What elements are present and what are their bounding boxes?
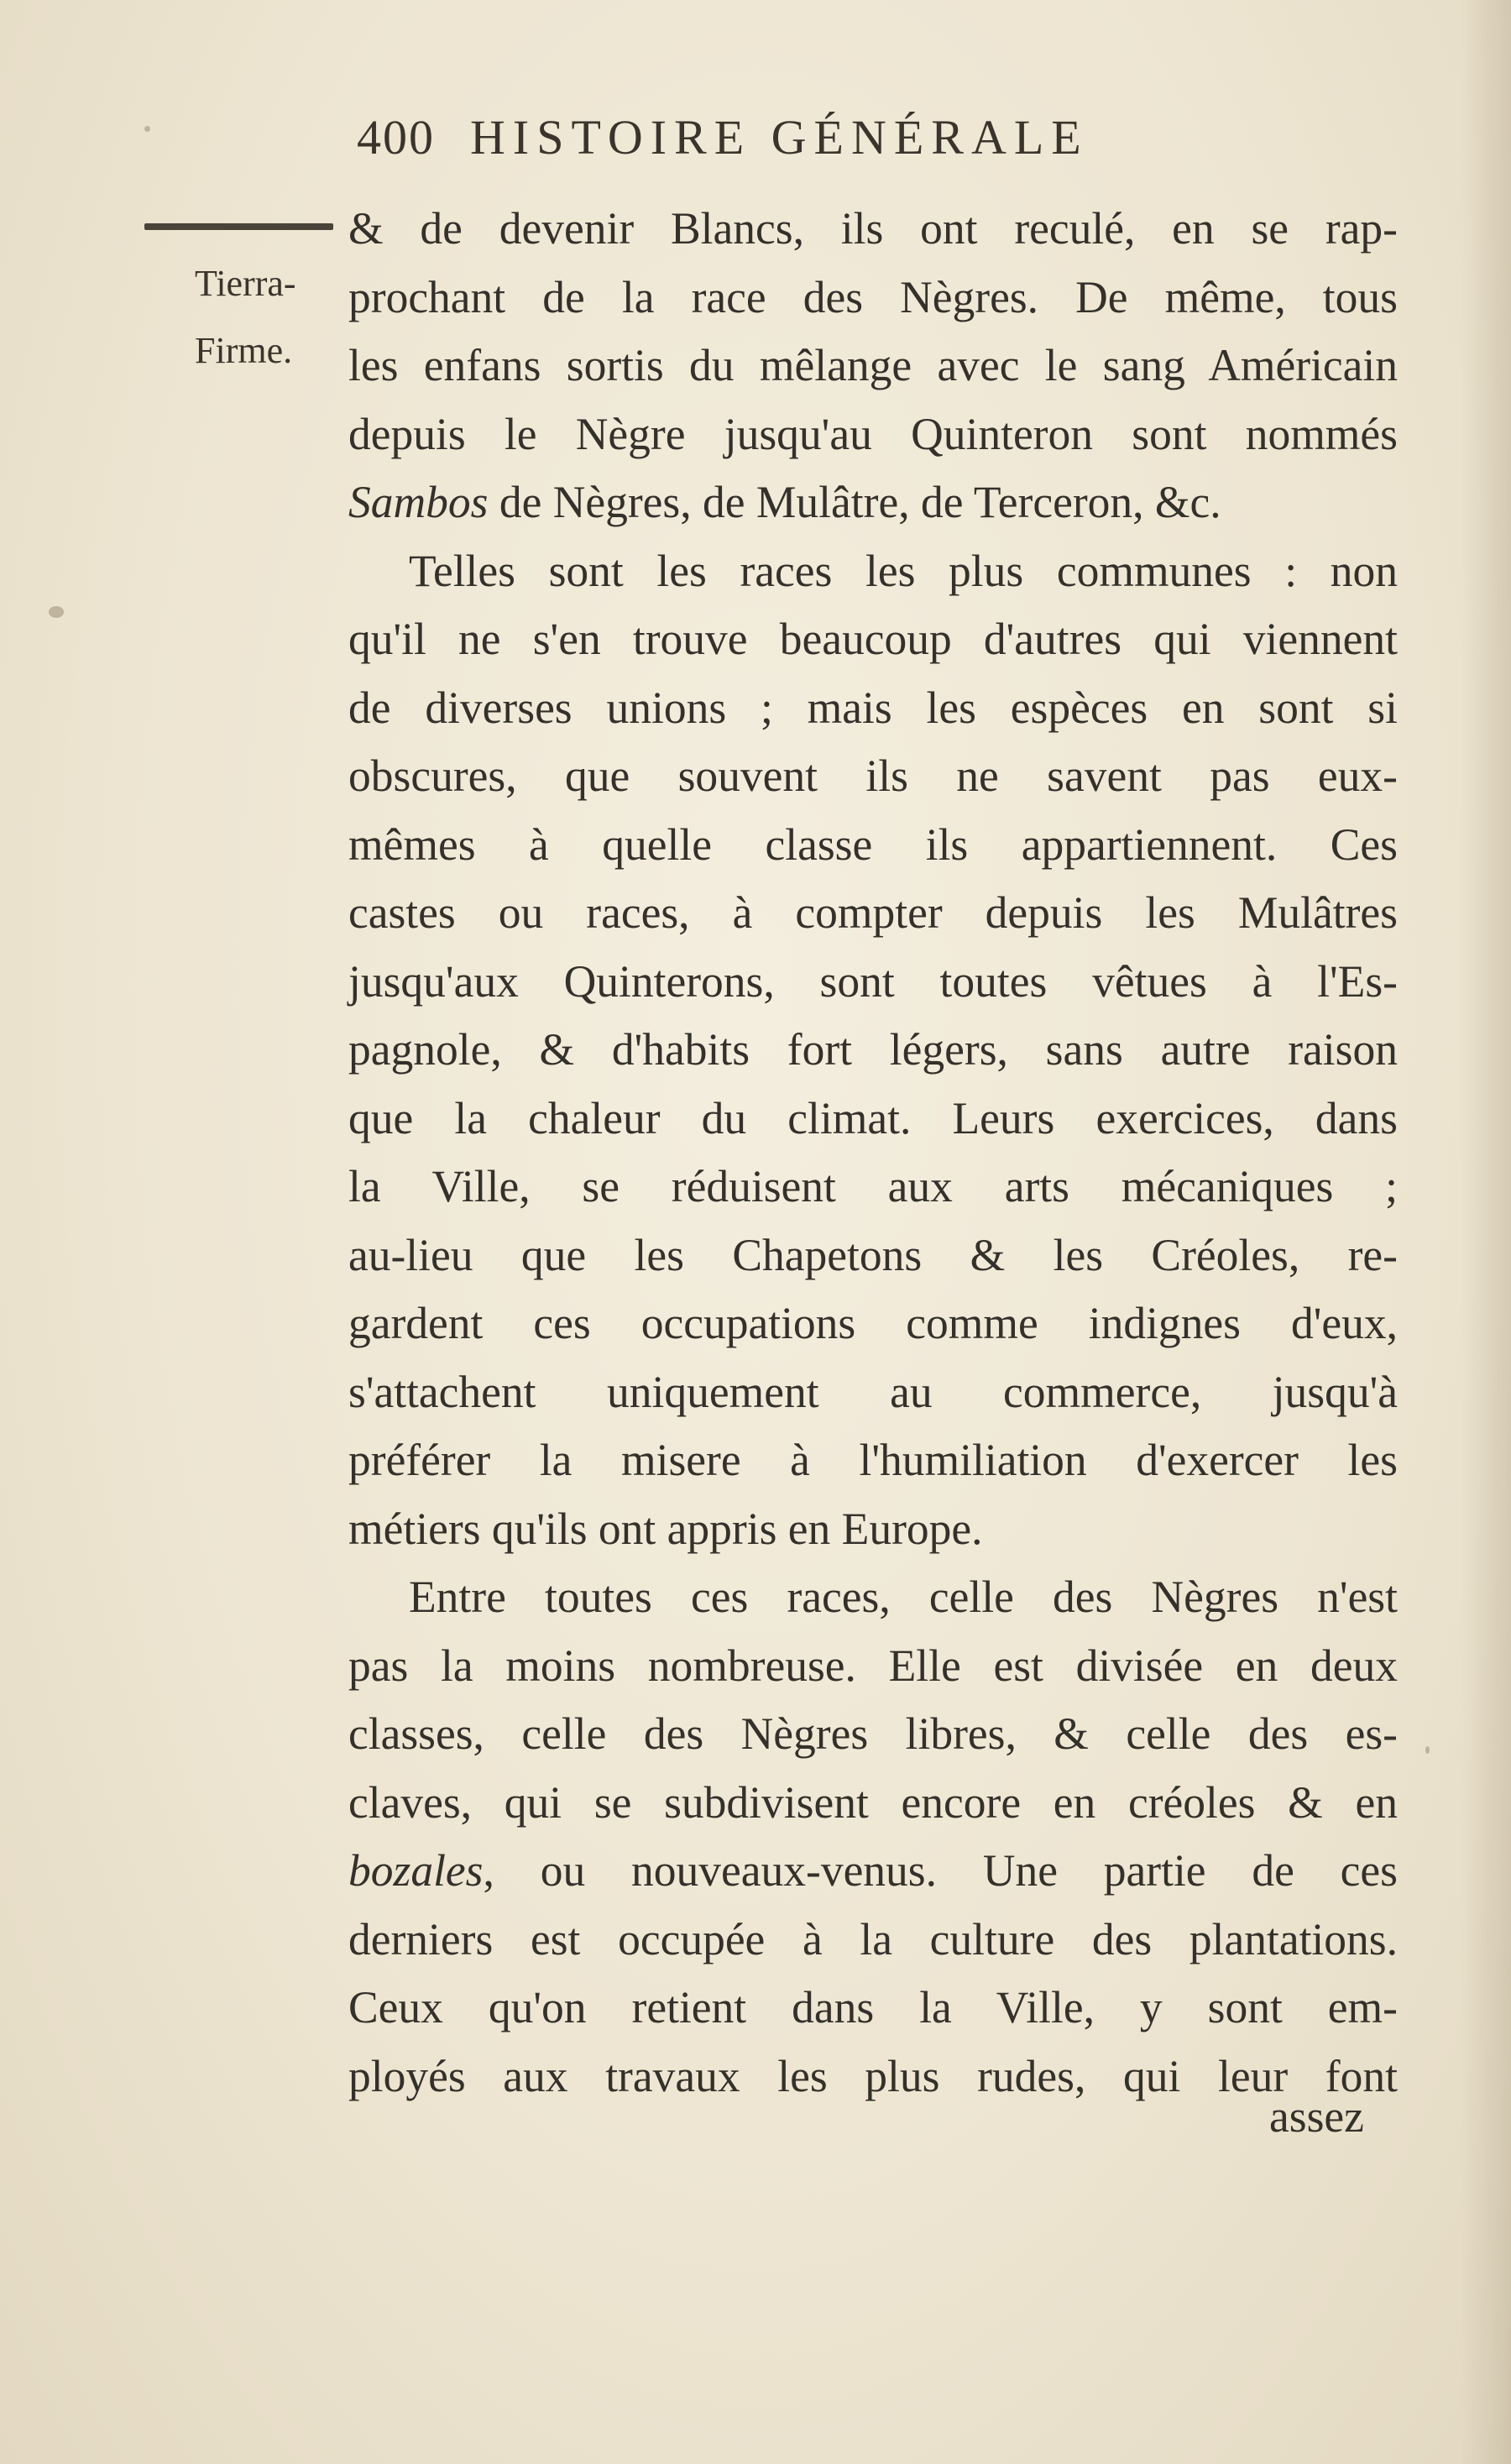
text-line: mêmes à quelle classe ils appartiennent. Ces [348,819,1398,870]
paper-speck [144,126,150,132]
text-line: claves, qui se subdivisent encore en créoles & en [348,1776,1398,1828]
running-title: HISTOIRE GÉNÉRALE [470,110,1089,165]
text-line: castes ou races, à compter depuis les Mulâtres [348,887,1398,938]
italic-word-sambos: Sambos [348,477,489,527]
text-line: préférer la misere à l'humiliation d'exercer les [348,1435,1398,1485]
text-line: gardent ces occupations comme indignes d'eux, [348,1298,1398,1348]
running-head [357,109,1364,176]
text-line: derniers est occupée à la culture des plantations. [348,1913,1398,1964]
marginal-note-line-2: Firme. [195,330,293,371]
text-line: ployés aux travaux les plus rudes, qui leur font [348,2050,1398,2101]
text-line: Telles sont les races les plus communes : non [409,545,1398,596]
marginal-note [195,250,346,385]
catchword: assez [1269,2091,1364,2142]
text-line-rest: , ou nouveaux-venus. Une partie de ces [483,1845,1398,1896]
text-line: Ceux qu'on retient dans la Ville, y sont em- [348,1982,1398,2032]
text-line: prochant de la race des Nègres. De même, tous [348,271,1398,322]
text-line: classes, celle des Nègres libres, & celle des es- [348,1708,1398,1759]
text-line [348,1837,1398,1906]
text-line: métiers qu'ils ont appris en Europe. [348,1503,983,1554]
text-line [348,468,1398,537]
text-line: depuis le Nègre jusqu'au Quinteron sont nommés [348,408,1398,459]
paper-speck [1425,1746,1430,1754]
text-line: les enfans sortis du mêlange avec le sang Américain [348,340,1398,390]
text-line: Entre toutes ces races, celle des Nègres n'est [409,1572,1398,1622]
text-line: que la chaleur du climat. Leurs exercices, dans [348,1092,1398,1143]
italic-word-bozales: bozales [348,1845,484,1896]
paper-speck [49,606,64,618]
text-line: jusqu'aux Quinterons, sont toutes vêtues à l'Es- [348,955,1398,1007]
text-line: obscures, que souvent ils ne savent pas eux- [348,751,1398,801]
text-line: & de devenir Blancs, ils ont reculé, en se rap- [348,203,1398,254]
margin-rule [144,223,333,230]
page-edge-shadow [1461,0,1511,2464]
text-line: de diverses unions ; mais les espèces en sont si [348,682,1398,733]
text-line-rest: de Nègres, de Mulâtre, de Terceron, &c. [499,477,1221,527]
text-line: la Ville, se réduisent aux arts mécaniques ; [348,1161,1398,1211]
body-text [348,195,1398,2111]
text-line: pagnole, & d'habits fort légers, sans autre raison [348,1024,1398,1075]
marginal-note-line-1: Tierra- [195,263,296,304]
text-line: s'attachent uniquement au commerce, jusqu'à [348,1366,1398,1417]
text-line: au-lieu que les Chapetons & les Créoles, re- [348,1229,1398,1280]
text-line: qu'il ne s'en trouve beaucoup d'autres qui viennent [348,614,1398,664]
page-number: 400 [357,110,435,165]
text-line: pas la moins nombreuse. Elle est divisée en deux [348,1640,1398,1691]
